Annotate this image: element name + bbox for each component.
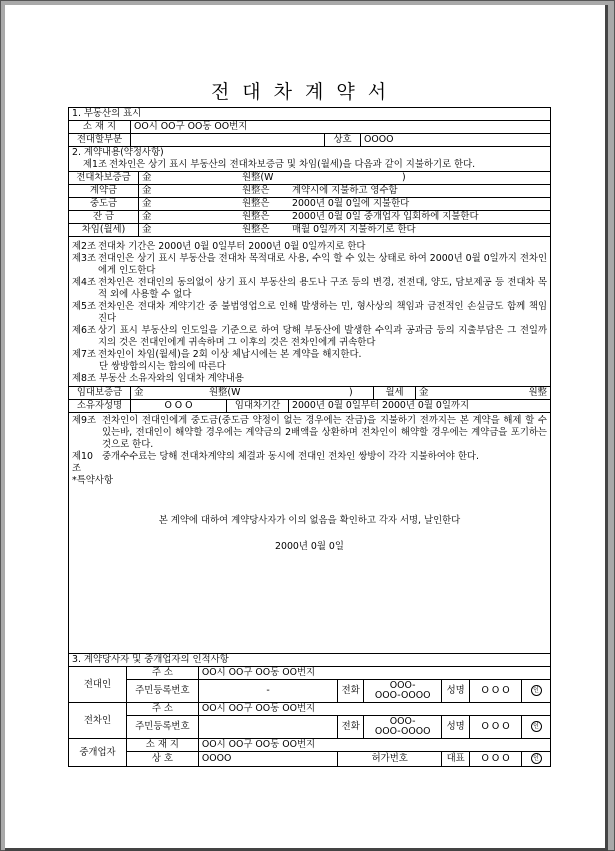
lessor-name-label: 성명 xyxy=(442,680,470,703)
payment-label: 계약금 xyxy=(69,185,139,197)
lessor-address: OO시 OO구 OO동 OO번지 xyxy=(198,667,550,680)
lessor-id-label: 주민등록번호 xyxy=(126,680,198,703)
document-page xyxy=(5,5,608,851)
payment-detail: 2000년 0월 0일 중개업자 입회하에 지불한다 xyxy=(292,211,479,222)
lessor-label: 전대인 xyxy=(69,667,127,703)
article-2 xyxy=(69,241,550,253)
lessee-id-row xyxy=(69,716,551,739)
section-3-heading-row xyxy=(68,654,551,667)
article-number: 제7조 xyxy=(72,349,97,360)
broker-trade-row xyxy=(69,752,551,767)
broker-seal-icon: 인 xyxy=(531,753,542,764)
monthly-rent-label: 월세 xyxy=(374,387,416,399)
payment-row-deposit xyxy=(68,172,551,185)
confirmation-space xyxy=(69,527,550,541)
lease-period-label: 임대차기간 xyxy=(227,400,289,412)
lessee-phone-1: OOO- xyxy=(389,716,416,727)
article-10 xyxy=(69,451,550,475)
payment-unit: 원整은 xyxy=(242,198,270,209)
lessor-address-row xyxy=(69,667,551,680)
article-text: 전차인은 전대차 계약기간 중 불법영업으로 인해 발생하는 민, 형사상의 책임과 금전적인 손실금도 함께 책임진다 xyxy=(98,301,547,324)
trade-name-label: 상호 xyxy=(325,134,361,146)
lessor-seal-icon: 인 xyxy=(531,685,542,696)
broker-trade-value: OOOO xyxy=(198,752,337,767)
payment-row-interim xyxy=(68,198,551,211)
article-number: 제5조 xyxy=(72,301,97,312)
location-label: 소 재 지 xyxy=(69,121,131,133)
lease-deposit-label: 임대보증금 xyxy=(69,387,131,399)
broker-rep-label: 대표 xyxy=(442,752,470,767)
articles-block xyxy=(68,237,551,387)
section-2-heading: 2. 계약내용(약정사항) xyxy=(72,147,164,158)
broker-location: OO시 OO구 OO동 OO번지 xyxy=(198,739,550,752)
contract-body xyxy=(68,107,551,767)
lessee-address-label: 주 소 xyxy=(126,703,198,716)
payment-amount: 金 xyxy=(142,211,152,222)
article-1 xyxy=(69,159,550,171)
payment-row-contract xyxy=(68,185,551,198)
article-10-text: 중개수수료는 당해 전대차계약의 체결과 동시에 전대인 전차인 쌍방이 각각 지불하여야 한다. xyxy=(102,451,479,462)
owner-value: O O O xyxy=(131,400,227,412)
date-space xyxy=(69,553,550,561)
article-text: 전대인은 상기 표시 부동산을 전대차 목적대로 사용, 수익 할 수 있는 상태로 하여 2000년 0월 0일까지 전차인에게 인도한다 xyxy=(98,253,547,276)
article-7 xyxy=(69,349,550,361)
lessor-phone-label: 전화 xyxy=(338,680,364,703)
payment-amount: 金 xyxy=(142,172,152,183)
lessor-seal-cell xyxy=(522,680,551,703)
payment-amount: 金 xyxy=(142,198,152,209)
lessee-id-label: 주민등록번호 xyxy=(126,716,198,739)
payment-detail: 2000년 0월 0일에 지불한다 xyxy=(292,198,410,209)
payment-amount: 金 xyxy=(142,185,152,196)
article-7-note: 단 쌍방합의시는 합의에 따른다 xyxy=(99,361,226,372)
broker-location-row xyxy=(69,739,551,752)
payment-detail: 계약시에 지불하고 영수함 xyxy=(292,185,398,196)
lessee-address-row xyxy=(69,703,551,716)
article-3 xyxy=(69,253,550,277)
lessor-id-value: - xyxy=(198,680,337,703)
article-9-number: 제9조 xyxy=(72,415,97,426)
section-1-heading-row xyxy=(68,107,551,121)
payment-unit: 원整은 xyxy=(242,224,270,235)
payment-unit: 원整은 xyxy=(242,211,270,222)
payment-label: 중도금 xyxy=(69,198,139,210)
article-number: 제4조 xyxy=(72,277,97,288)
payment-detail: ) xyxy=(402,172,406,183)
payment-detail: 매월 0일까지 지불하기로 한다 xyxy=(292,224,416,235)
lessee-seal-cell xyxy=(522,716,551,739)
broker-location-label: 소 재 지 xyxy=(126,739,198,752)
article-text: 상기 표시 부동산의 인도일을 기준으로 하여 당해 부동산에 발생한 수익과 공과금 등의 지출부담은 그 전일까지의 것은 전대인에게 귀속하며 그 이후의 것은 전차인에게 귀속한다 xyxy=(98,325,547,348)
broker-seal-cell xyxy=(522,752,551,767)
sublease-part-row xyxy=(68,134,551,147)
payment-label: 차임(월세) xyxy=(69,224,139,236)
monthly-rent-amount: 金 xyxy=(419,387,429,398)
article-number: 제2조 xyxy=(72,241,97,252)
confirmation-text: 본 계약에 대하여 계약당사자가 이의 없음을 확인하고 각자 서명, 날인한다 xyxy=(158,515,461,526)
article-number: 제3조 xyxy=(72,253,97,264)
lessee-phone-2: OOO-OOOO xyxy=(374,726,431,737)
article-6 xyxy=(69,325,550,349)
article-5 xyxy=(69,301,550,325)
owner-row xyxy=(68,400,551,413)
trade-name-value: OOOO xyxy=(364,134,394,145)
article-text: 전차인은 전대인의 동의없이 상기 표시 부동산의 용도나 구조 등의 변경, 전전대, 양도, 담보제공 등 전대차 목적 외에 사용할 수 없다 xyxy=(98,277,547,300)
payment-amount: 金 xyxy=(142,224,152,235)
article-4 xyxy=(69,277,550,301)
lessor-phone-2: OOO-OOOO xyxy=(374,690,431,701)
payment-row-balance xyxy=(68,211,551,224)
lessor-phone xyxy=(364,680,442,703)
section-1-heading: 1. 부동산의 표시 xyxy=(72,108,142,119)
special-terms-space xyxy=(69,487,550,515)
payment-unit: 원整(W xyxy=(242,172,274,183)
lease-deposit-amount: 金 xyxy=(134,387,144,398)
payment-unit: 원整은 xyxy=(242,185,270,196)
lessee-address: OO시 OO구 OO동 OO번지 xyxy=(198,703,550,716)
lessor-phone-1: OOO- xyxy=(389,680,416,691)
lease-deposit-row xyxy=(68,387,551,400)
monthly-rent-unit: 원整 xyxy=(528,387,547,398)
payment-label: 잔 금 xyxy=(69,211,139,223)
lease-deposit-close: ) xyxy=(346,387,374,399)
contract-date: 2000년 0월 0일 xyxy=(275,541,344,552)
lessor-id-row xyxy=(69,680,551,703)
article-10-number: 제10조 xyxy=(72,451,93,474)
article-text: 전차인이 차임(월세)을 2회 이상 체납시에는 본 계약을 해지한다. xyxy=(98,349,362,360)
broker-trade-label: 상 호 xyxy=(126,752,198,767)
article-text: 전대차 기간은 2000년 0월 0일부터 2000년 0월 0일까지로 한다 xyxy=(98,241,366,252)
broker-rep-value: O O O xyxy=(470,752,522,767)
special-terms-label: *특약사항 xyxy=(72,475,113,486)
location-value: OO시 OO구 OO동 OO번지 xyxy=(134,121,248,132)
lease-deposit-unit: 원整(W xyxy=(209,387,241,398)
lessor-name-value: O O O xyxy=(470,680,522,703)
location-row xyxy=(68,121,551,134)
parties-table xyxy=(68,666,551,767)
article-9 xyxy=(69,415,550,451)
lessee-id-value xyxy=(198,716,337,739)
article-number: 제6조 xyxy=(72,325,97,336)
sublease-part-label: 전대할부분 xyxy=(69,134,131,146)
broker-license-label: 허가번호 xyxy=(338,752,442,767)
articles-block-2 xyxy=(68,413,551,654)
lessee-name-value: O O O xyxy=(470,716,522,739)
lessee-phone xyxy=(364,716,442,739)
owner-label: 소유자성명 xyxy=(69,400,131,412)
payment-label: 전대차보증금 xyxy=(69,172,139,184)
section-2-block xyxy=(68,147,551,172)
article-9-text: 전차인이 전대인에게 중도금(중도금 약정이 없는 경우에는 잔금)을 지불하기 전까지는 본 계약을 해제 할 수 있는바, 전대인이 해약할 경우에는 계약금의 2배액을 상환하며 전차인이 해약할 경우에는 계약금을 포기하는 것으로 한다. xyxy=(102,415,547,450)
article-8: 제8조 부동산 소유자와의 임대차 계약내용 xyxy=(72,373,244,384)
article-1-number: 제1조 xyxy=(83,159,108,170)
broker-label: 중개업자 xyxy=(69,739,127,767)
payment-row-rent xyxy=(68,224,551,237)
lessee-seal-icon: 인 xyxy=(531,721,542,732)
sublease-part-value xyxy=(131,134,325,146)
lessor-address-label: 주 소 xyxy=(126,667,198,680)
lessee-name-label: 성명 xyxy=(442,716,470,739)
document-title: 전대차계약서 xyxy=(210,81,400,103)
section-3-heading: 3. 계약당사자 및 중개업자의 인적사항 xyxy=(72,654,229,665)
lessee-phone-label: 전화 xyxy=(338,716,364,739)
lessee-label: 전차인 xyxy=(69,703,127,739)
lease-period-value: 2000년 0월 0일부터 2000년 0월 0일까지 xyxy=(292,400,470,411)
article-1-text: 전차인은 상기 표시 부동산의 전대차보증금 및 차임(월세)을 다음과 같이 지불하기로 한다. xyxy=(109,159,476,170)
